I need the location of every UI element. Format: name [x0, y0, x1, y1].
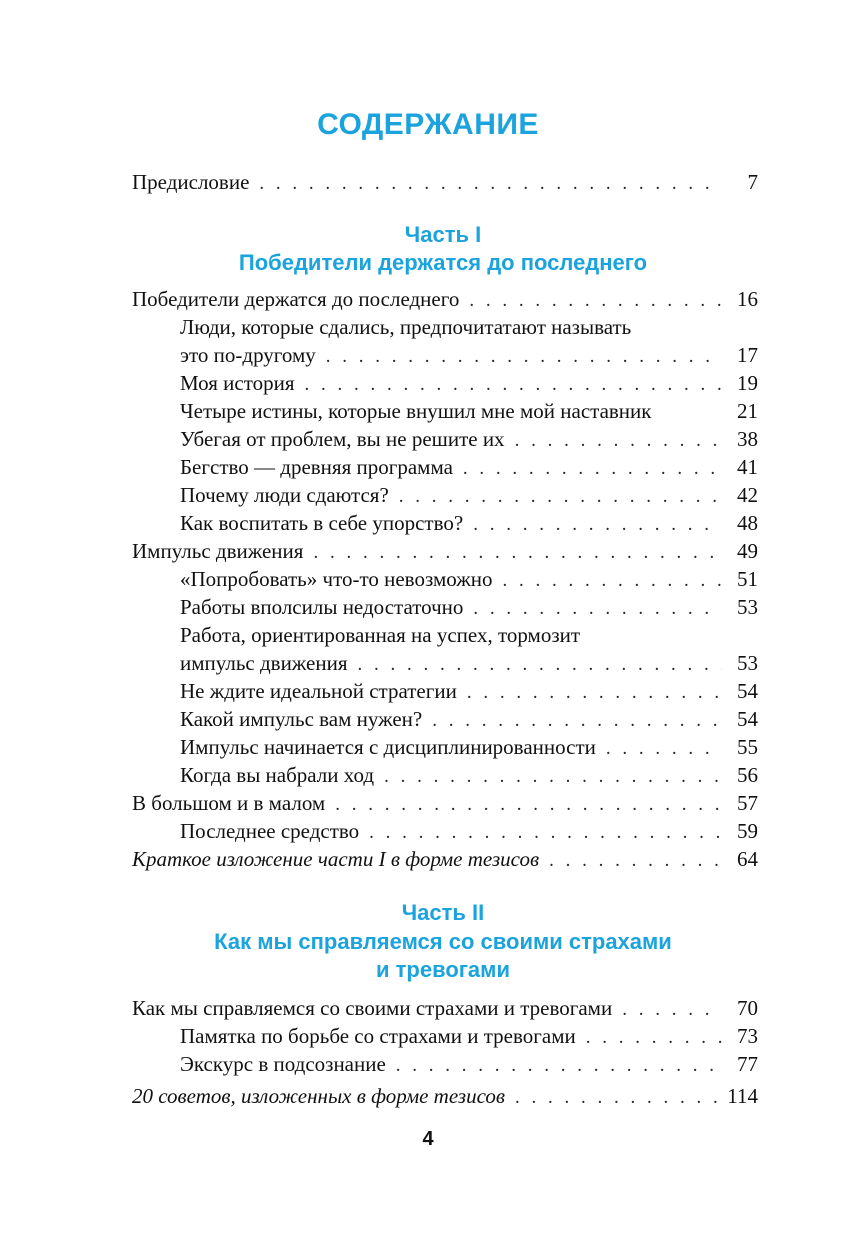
toc-leader-dots [396, 1055, 722, 1077]
toc-entry-page: 54 [737, 707, 758, 731]
toc-leader-dots [622, 999, 722, 1021]
toc-leader-dots [549, 850, 722, 872]
toc-entry[interactable] [180, 735, 758, 763]
toc-leader-dots [469, 290, 722, 312]
page-number: 4 [422, 1128, 434, 1150]
toc-entry-title: Люди, которые сдались, предпочитатают называть [180, 315, 632, 339]
part1-label: Часть I [404, 222, 482, 247]
toc-entry-title: 20 советов, изложенных в форме тезисов [132, 1084, 505, 1108]
toc-entry-page: 42 [737, 483, 758, 507]
toc-entry-title: Не ждите идеальной стратегии [180, 679, 457, 703]
toc-entry-page: 53 [737, 595, 758, 619]
toc-entry-page: 59 [737, 819, 758, 843]
toc-leader-dots [313, 542, 722, 564]
toc-leader-dots [586, 1027, 722, 1049]
toc-entry-page: 21 [737, 399, 758, 423]
toc-entry[interactable] [180, 399, 758, 427]
toc-entry-page: 38 [737, 427, 758, 451]
toc-leader-dots [335, 794, 722, 816]
toc-leader-dots [502, 570, 722, 592]
toc-entry-title: Работа, ориентированная на успех, тормозит [180, 623, 581, 647]
toc-entry-page: 16 [737, 287, 758, 311]
toc-entry[interactable] [180, 343, 758, 371]
toc-leader-dots [259, 173, 722, 195]
toc-entry-title: Какой импульс вам нужен? [180, 707, 423, 731]
toc-entry-summary[interactable] [132, 1084, 758, 1112]
toc-entry-foreword[interactable] [132, 170, 758, 198]
toc-leader-dots [399, 486, 722, 508]
toc-leader-dots [358, 654, 723, 676]
toc-leader-dots [432, 710, 722, 732]
part2-label: Часть II [401, 900, 485, 925]
toc-entry[interactable] [180, 623, 758, 651]
toc-leader-dots [467, 682, 722, 704]
toc-entry[interactable] [180, 651, 758, 679]
toc-entry-title: Краткое изложение части I в форме тезисов [132, 847, 540, 871]
toc-entry-page: 19 [737, 371, 758, 395]
toc-entry[interactable] [180, 483, 758, 511]
toc-entry-page: 55 [737, 735, 758, 759]
toc-entry-page: 7 [747, 170, 758, 194]
toc-entry-page: 17 [737, 343, 758, 367]
toc-entry[interactable] [180, 315, 758, 343]
toc-leader-dots [326, 346, 722, 368]
toc-entry[interactable] [180, 595, 758, 623]
toc-entry-title: импульс движения [180, 651, 348, 675]
toc-entry-title: Предисловие [132, 170, 250, 194]
toc-entry[interactable] [180, 427, 758, 455]
toc-entry-title: Бегство — древняя программа [180, 455, 453, 479]
toc-entry-title: Работы вполсилы недостаточно [180, 595, 464, 619]
toc-entry[interactable] [180, 819, 758, 847]
toc-entry-page: 41 [737, 455, 758, 479]
toc-leader-dots [369, 822, 722, 844]
toc-entry-title: Моя история [180, 371, 295, 395]
toc-entry[interactable] [180, 679, 758, 707]
toc-leader-dots [384, 766, 722, 788]
toc-entry[interactable] [180, 1052, 758, 1080]
toc-entry[interactable] [180, 1024, 758, 1052]
toc-entry-page: 77 [737, 1052, 758, 1076]
toc-entry-page: 114 [727, 1084, 758, 1108]
toc-entry-page: 51 [737, 567, 758, 591]
toc-leader-dots [463, 458, 722, 480]
toc-entry[interactable] [132, 539, 758, 567]
toc-entry[interactable] [132, 996, 758, 1024]
toc-entry-page: 70 [737, 996, 758, 1020]
toc-entry-title: это по-другому [180, 343, 316, 367]
toc-entry[interactable] [180, 371, 758, 399]
toc-entry-title: Как воспитать в себе упорство? [180, 511, 464, 535]
toc-leader-dots [515, 1087, 717, 1109]
toc-entry-page: 64 [737, 847, 758, 871]
toc-entry-page: 53 [737, 651, 758, 675]
toc-entry[interactable] [132, 791, 758, 819]
toc-entry[interactable] [132, 287, 758, 315]
toc-entry-summary[interactable] [132, 847, 758, 875]
toc-entry-page: 49 [737, 539, 758, 563]
part2-title-line1: Как мы справляемся со своими страхами [214, 929, 672, 954]
toc-entry[interactable] [180, 511, 758, 539]
toc-entry-title: Когда вы набрали ход [180, 763, 375, 787]
toc-entry-title: Памятка по борьбе со страхами и тревогами [180, 1024, 576, 1048]
toc-entry[interactable] [180, 455, 758, 483]
toc-entry-page: 48 [737, 511, 758, 535]
toc-entry[interactable] [180, 707, 758, 735]
toc-entry-title: Экскурс в подсознание [180, 1052, 386, 1076]
page-title: СОДЕРЖАНИЕ [317, 108, 539, 141]
toc-entry-title: «Попробовать» что-то невозможно [180, 567, 493, 591]
toc-entry-page: 54 [737, 679, 758, 703]
toc-entry-title: Почему люди сдаются? [180, 483, 389, 507]
part2-title-line2: и тревогами [376, 957, 510, 982]
toc-leader-dots [515, 430, 722, 452]
toc-entry-title: Импульс движения [132, 539, 304, 563]
toc-leader-dots [473, 514, 722, 536]
toc-entry-title: Четыре истины, которые внушил мне мой наставник [180, 399, 652, 423]
toc-entry-page: 57 [737, 791, 758, 815]
toc-leader-dots [606, 738, 722, 760]
toc-entry[interactable] [180, 567, 758, 595]
toc-entry-title: Убегая от проблем, вы не решите их [180, 427, 505, 451]
toc-entry-title: Как мы справляемся со своими страхами и тревогами [132, 996, 613, 1020]
toc-entry-title: Импульс начинается с дисциплинированности [180, 735, 596, 759]
toc-entry-title: Победители держатся до последнего [132, 287, 460, 311]
part1-title: Победители держатся до последнего [238, 250, 648, 275]
toc-entry-page: 73 [737, 1024, 758, 1048]
toc-entry[interactable] [180, 763, 758, 791]
toc-entry-title: В большом и в малом [132, 791, 326, 815]
toc-leader-dots [305, 374, 722, 396]
toc-entry-page: 56 [737, 763, 758, 787]
toc-leader-dots [473, 598, 722, 620]
toc-entry-title: Последнее средство [180, 819, 360, 843]
